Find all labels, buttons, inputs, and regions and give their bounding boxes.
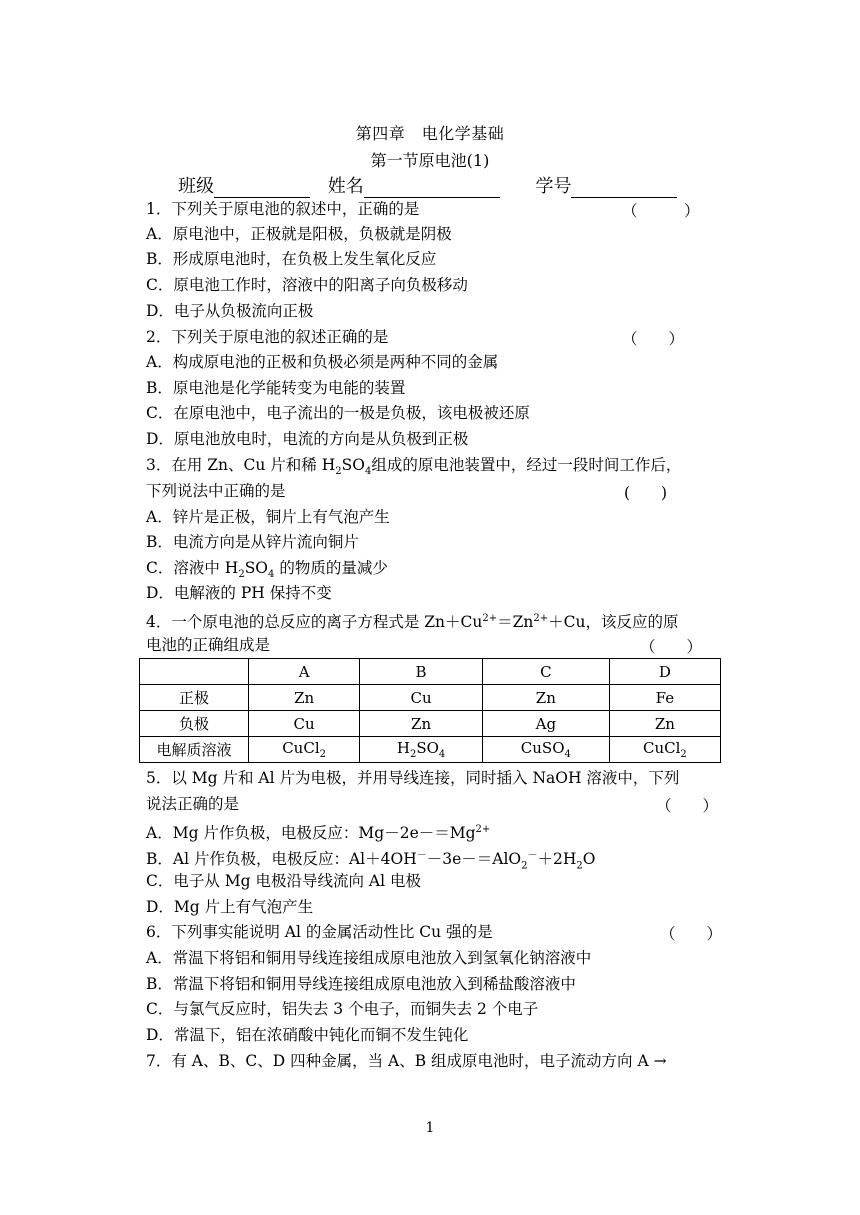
q5-option-c: C．电子从 Mg 电极沿导线流向 Al 电极 <box>146 872 422 890</box>
section-title: 第一节原电池(1) <box>370 151 490 170</box>
q2-option-a: A．构成原电池的正极和负极必须是两种不同的金属 <box>146 353 499 371</box>
class-blank[interactable] <box>214 177 310 198</box>
table-cell: 电解质溶液 <box>140 737 249 763</box>
table-cell: B <box>360 659 483 685</box>
table-cell: Zn <box>609 711 720 737</box>
q7-stem: 7．有 A、B、C、D 四种金属，当 A、B 组成原电池时，电子流动方向 A → <box>146 1052 667 1070</box>
table-row <box>140 685 721 711</box>
q2-stem: 2．下列关于原电池的叙述正确的是 <box>146 328 389 346</box>
q4-stem-line2: 电池的正确组成是 <box>146 636 271 654</box>
name-label: 姓名 <box>327 176 364 197</box>
table-row <box>140 737 721 763</box>
q2-answer-paren[interactable]: （ ） <box>622 330 685 348</box>
q2-option-b: B．原电池是化学能转变为电能的装置 <box>146 379 406 397</box>
q2-option-c: C．在原电池中，电子流出的一极是负极，该电极被还原 <box>146 404 530 422</box>
q3-option-b: B．电流方向是从锌片流向铜片 <box>146 533 359 551</box>
q5-stem-line2: 说法正确的是 <box>146 795 240 813</box>
q1-option-a: A．原电池中，正极就是阳极，负极就是阴极 <box>146 225 452 243</box>
q6-option-d: D．常温下，铝在浓硝酸中钝化而铜不发生钝化 <box>146 1026 469 1044</box>
q6-option-a: A．常温下将铝和铜用导线连接组成原电池放入到氢氧化钠溶液中 <box>146 949 592 967</box>
table-cell <box>140 659 249 685</box>
q4-options-table <box>139 658 721 763</box>
table-cell: Cu <box>249 711 360 737</box>
table-cell: A <box>249 659 360 685</box>
q5-answer-paren[interactable]: （ ） <box>656 797 719 815</box>
table-cell: Cu <box>360 685 483 711</box>
q5-option-b: B．Al 片作负极，电极反应：$Al+4OH^--3e-=AlO_2^-+2H_2O$ <box>146 850 596 872</box>
q3-stem-line2: 下列说法中正确的是 <box>146 482 286 500</box>
table-cell: CuCl$_2$ <box>249 737 360 763</box>
q1-option-b: B．形成原电池时，在负极上发生氧化反应 <box>146 250 437 268</box>
q6-answer-paren[interactable]: （ ） <box>660 925 723 943</box>
student-id-label: 学号 <box>535 176 572 197</box>
name-blank[interactable] <box>364 177 500 198</box>
q1-option-c: C．原电池工作时，溶液中的阳离子向负极移动 <box>146 276 468 294</box>
q6-stem: 6．下列事实能说明 Al 的金属活动性比 Cu 强的是 <box>146 923 493 941</box>
class-label: 班级 <box>178 176 214 197</box>
q3-answer-paren[interactable]: ( ) <box>624 484 668 502</box>
q5-option-a: A．Mg 片作负极，电极反应：$Mg-2e-=Mg^{2+}$ <box>146 824 491 843</box>
q4-stem-line1: 4．一个原电池的总反应的离子方程式是 $Zn+Cu^{2+}=Zn^{2+}+Cu$，该反应的原 <box>146 613 679 632</box>
q3-option-d: D．电解液的 PH 保持不变 <box>146 584 332 602</box>
table-cell: Ag <box>482 711 609 737</box>
q3-stem-line1: 3．在用 Zn、Cu 片和稀 $H_2SO_4$组成的原电池装置中，经过一段时间工作后， <box>146 456 682 478</box>
q1-option-d: D．电子从负极流向正极 <box>146 302 314 320</box>
table-cell: 正极 <box>140 685 249 711</box>
student-id-blank[interactable] <box>571 177 677 198</box>
table-cell: Zn <box>360 711 483 737</box>
table-cell: C <box>482 659 609 685</box>
q1-stem: 1．下列关于原电池的叙述中，正确的是 <box>146 200 420 218</box>
table-cell: Fe <box>609 685 720 711</box>
q5-option-d: D．Mg 片上有气泡产生 <box>146 898 314 916</box>
q3-option-c: C．溶液中 $H_2SO_4$ 的物质的量减少 <box>146 559 388 581</box>
table-row <box>140 711 721 737</box>
table-cell: D <box>609 659 720 685</box>
q5-stem-line1: 5．以 Mg 片和 Al 片为电极，并用导线连接，同时插入 NaOH 溶液中，下列 <box>146 769 680 787</box>
table-row <box>140 659 721 685</box>
q3-option-a: A．锌片是正极，铜片上有气泡产生 <box>146 508 390 526</box>
q6-option-c: C．与氯气反应时，铝失去 3 个电子，而铜失去 2 个电子 <box>146 1000 539 1018</box>
q4-answer-paren[interactable]: （ ） <box>640 638 703 656</box>
table-cell: Zn <box>482 685 609 711</box>
page-number: 1 <box>425 1120 435 1136</box>
q1-answer-paren[interactable]: （ ） <box>622 202 700 220</box>
student-info-row <box>178 172 677 198</box>
table-cell: $H_2SO_4$ <box>360 737 483 763</box>
q2-option-d: D．原电池放电时，电流的方向是从负极到正极 <box>146 430 469 448</box>
chapter-title: 第四章 电化学基础 <box>355 124 505 143</box>
table-cell: CuCl$_2$ <box>609 737 720 763</box>
table-cell: Zn <box>249 685 360 711</box>
q6-option-b: B．常温下将铝和铜用导线连接组成原电池放入到稀盐酸溶液中 <box>146 975 576 993</box>
table-cell: 负极 <box>140 711 249 737</box>
table-cell: CuSO$_4$ <box>482 737 609 763</box>
